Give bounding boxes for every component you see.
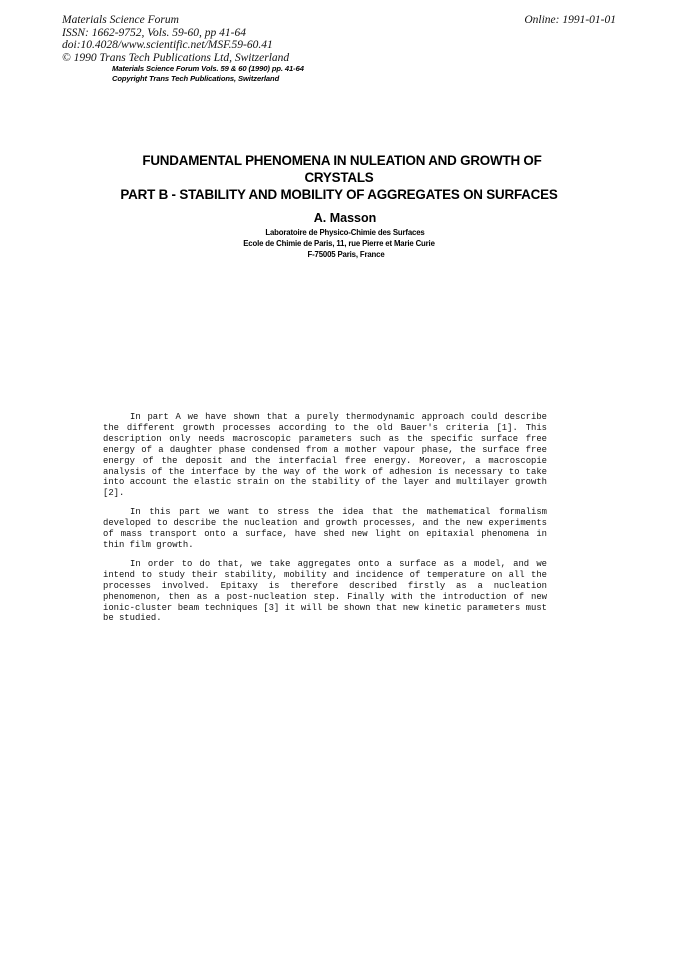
author-block — [0, 210, 678, 260]
title-line-2: CRYSTALS — [304, 170, 374, 185]
paper-title — [0, 152, 678, 203]
body-text — [103, 412, 547, 632]
paragraph: In part A we have shown that a purely thermodynamic approach could describe the different growth processes according to the old Bauer's criteria [1]. This description only needs macroscopic parameters such as the specific surface free energy of a daughter phase condensed from a mother vapour phase, the surface free energy of the deposit and the interfacial free energy. Moreover, a macroscopie analysis of the interface by the way of the work of adhesion is necessary to take into account the elastic strain on the stability of the layer and multilayer growth [2]. — [103, 412, 547, 499]
affiliation-line-3: F-75005 Paris, France — [307, 250, 385, 259]
title-line-3: PART B - STABILITY AND MOBILITY OF AGGREGATES ON SURFACES — [120, 187, 558, 202]
journal-copyright: Copyright Trans Tech Publications, Switzerland — [112, 74, 280, 83]
affiliation-line-2: Ecole de Chimie de Paris, 11, rue Pierre et Marie Curie — [243, 239, 435, 248]
affiliation-line-1: Laboratoire de Physico-Chimie des Surfaces — [265, 228, 425, 237]
copyright-line: © 1990 Trans Tech Publications Ltd, Switzerland — [62, 51, 290, 64]
doi-line: doi:10.4028/www.scientific.net/MSF.59-60.41 — [62, 39, 273, 51]
title-line-1: FUNDAMENTAL PHENOMENA IN NULEATION AND GROWTH OF — [142, 153, 542, 168]
paragraph: In this part we want to stress the idea that the mathematical formalism developed to describe the nucleation and growth processes, and the new experiments of mass transport onto a surface, have shed new light on epitaxial phenomena in thin film growth. — [103, 507, 547, 550]
publication-metadata — [62, 14, 289, 64]
paragraph: In order to do that, we take aggregates onto a surface as a model, and we intend to study their stability, mobility and incidence of temperature on all the processes involved. Epitaxy is therefore described firstly as a nucleation phenomenon, then as a post-nucleation step. Finally with the introduction of new ionic-cluster beam techniques [3] it will be shown that new kinetic parameters must be studied. — [103, 558, 547, 624]
online-date: Online: 1991-01-01 — [524, 14, 616, 26]
journal-citation: Materials Science Forum Vols. 59 & 60 (1990) pp. 41-64 — [112, 64, 304, 73]
issn-line: ISSN: 1662-9752, Vols. 59-60, pp 41-64 — [62, 26, 246, 39]
journal-name: Materials Science Forum — [62, 14, 179, 26]
journal-stamp — [112, 64, 304, 84]
author-name: A. Masson — [313, 211, 377, 225]
